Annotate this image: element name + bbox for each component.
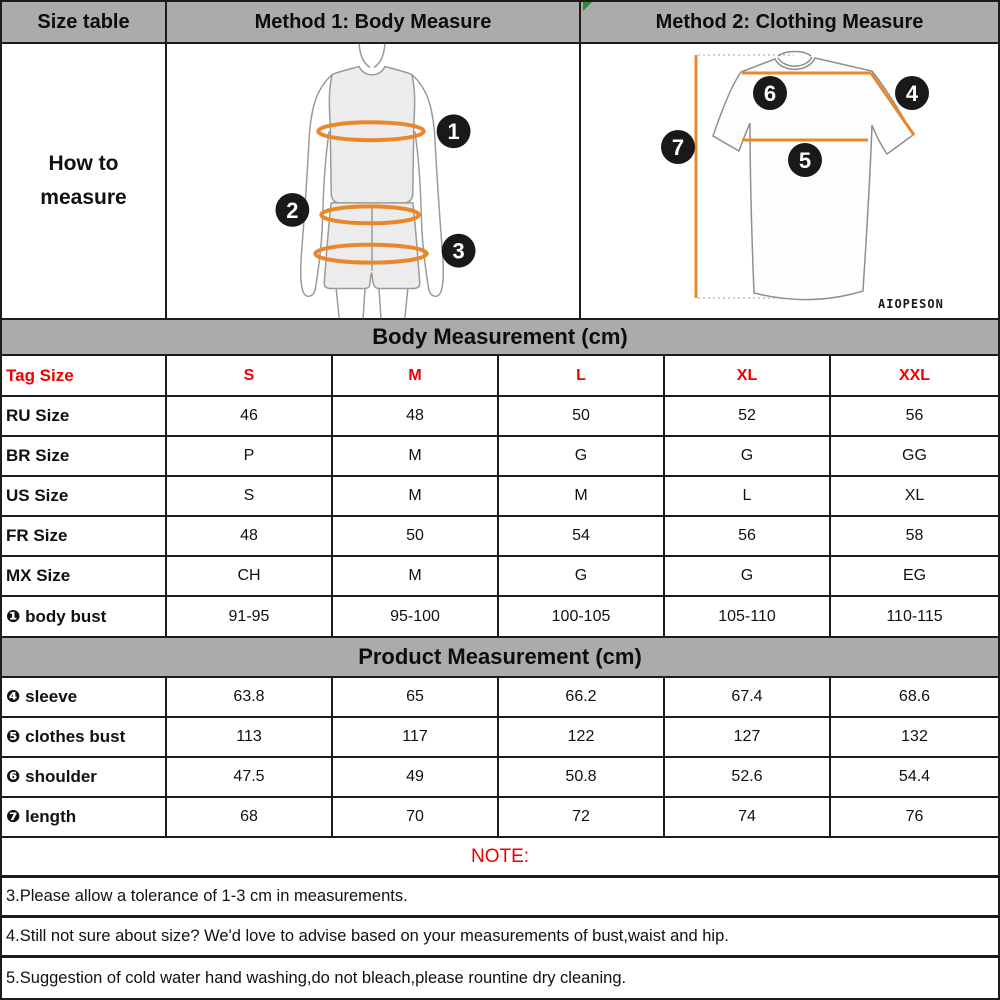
table-row-br-size [2,437,998,477]
cell-value: 70 [333,798,499,836]
tag-size-row [2,356,998,397]
row-label: ❻ shoulder [2,758,167,796]
note-title: NOTE: [2,838,998,878]
size-col-xxl: XXL [898,366,931,384]
cell-value: M [333,557,499,595]
row-label: BR Size [2,437,167,475]
clothing-marker-6 [753,76,787,110]
size-col-xl: XL [665,356,831,395]
cell-value: 65 [333,678,499,716]
watermark: AIOPESON [878,297,944,311]
svg-text:3: 3 [452,238,465,264]
table-row-mx-size [2,557,998,597]
cell-value: 54.4 [898,768,931,785]
cell-value: 91-95 [167,597,333,636]
top-header-row [2,2,998,44]
cell-value: 67.4 [665,678,831,716]
cell-value: M [333,477,499,515]
cell-value: 56 [905,407,924,424]
cell-value: 52 [665,397,831,435]
table-row-us-size [2,477,998,517]
product-measurement-title: Product Measurement (cm) [2,638,998,678]
cell-value: 68 [167,798,333,836]
cell-value: 56 [665,517,831,555]
cell-value: L [665,477,831,515]
how-to-measure-cell [2,44,167,318]
size-col-s: S [167,356,333,395]
table-row-ru-size [2,397,998,437]
cell-value: 48 [167,517,333,555]
table-row-shoulder [2,758,998,798]
svg-text:5: 5 [798,148,812,173]
row-label: ❶ body bust [2,597,167,636]
note-item-advise: 4.Still not sure about size? We'd love to advise based on your measurements of bust,waist and hip. [2,918,998,958]
body-diagram-cell [167,44,581,318]
table-row-sleeve [2,678,998,718]
clothing-marker-5 [788,143,822,177]
body-marker-3 [442,234,476,268]
cell-value: 52.6 [665,758,831,796]
cell-value: 68.6 [898,688,931,705]
cell-value: M [499,477,665,515]
cell-value: G [499,557,665,595]
cell-value: 46 [167,397,333,435]
cell-value: G [499,437,665,475]
svg-text:1: 1 [447,119,460,145]
cell-value: 74 [665,798,831,836]
cell-value: 95-100 [333,597,499,636]
cell-value: 50 [333,517,499,555]
clothing-marker-4 [895,76,929,110]
cell-value: EG [902,567,927,584]
cell-value: G [665,557,831,595]
body-measurement-title: Body Measurement (cm) [2,320,998,356]
cell-value: 54 [499,517,665,555]
cell-value: 105-110 [665,597,831,636]
row-label: ❼ length [2,798,167,836]
green-corner-artifact [583,2,592,11]
tank-top [329,67,414,206]
illustration-row [2,44,998,320]
cell-value: P [167,437,333,475]
cell-value: 58 [905,527,924,544]
cell-value: GG [902,447,927,464]
svg-text:2: 2 [286,197,299,223]
table-row-body-bust [2,597,998,638]
cell-value: 48 [333,397,499,435]
row-label: ❹ sleeve [2,678,167,716]
note-item-tolerance: 3.Please allow a tolerance of 1-3 cm in measurements. [2,878,998,918]
cell-value: 49 [333,758,499,796]
method2-header: Method 2: Clothing Measure [655,10,924,33]
cell-value: 117 [333,718,499,756]
row-label: ❺ clothes bust [2,718,167,756]
cell-value: CH [167,557,333,595]
how-to-measure-label: How to measure [40,152,127,209]
cell-value: 63.8 [167,678,333,716]
cell-value: 50.8 [499,758,665,796]
table-row-clothes-bust [2,718,998,758]
cell-value: M [333,437,499,475]
cell-value: 72 [499,798,665,836]
cell-value: 122 [499,718,665,756]
cell-value: 113 [167,718,333,756]
cell-value: 100-105 [499,597,665,636]
cell-value: 110-115 [886,607,943,625]
method1-header: Method 1: Body Measure [167,2,581,42]
clothing-measure-diagram [582,43,997,319]
svg-text:7: 7 [671,135,685,160]
cell-value: 50 [499,397,665,435]
body-measure-diagram [167,43,579,319]
size-table-header: Size table [2,2,167,42]
row-label: FR Size [2,517,167,555]
clothing-diagram-cell [581,44,998,318]
table-row-length [2,798,998,838]
tshirt-outline [713,58,913,300]
body-legs [336,288,408,318]
cell-value: 132 [901,728,928,745]
row-label: MX Size [2,557,167,595]
cell-value: 76 [905,808,924,825]
row-label: US Size [2,477,167,515]
body-marker-1 [437,114,471,148]
cell-value: S [167,477,333,515]
table-row-fr-size [2,517,998,557]
cell-value: 66.2 [499,678,665,716]
cell-value: G [665,437,831,475]
clothing-marker-7 [661,130,695,164]
body-marker-2 [275,193,309,227]
tag-size-label: Tag Size [2,356,167,395]
cell-value: 47.5 [167,758,333,796]
row-label: RU Size [2,397,167,435]
svg-text:6: 6 [763,81,777,106]
svg-text:4: 4 [905,81,919,106]
note-item-washing: 5.Suggestion of cold water hand washing,do not bleach,please rountine dry cleaning. [6,968,627,987]
cell-value: 127 [665,718,831,756]
size-col-l: L [499,356,665,395]
cell-value: XL [904,487,925,504]
size-col-m: M [333,356,499,395]
